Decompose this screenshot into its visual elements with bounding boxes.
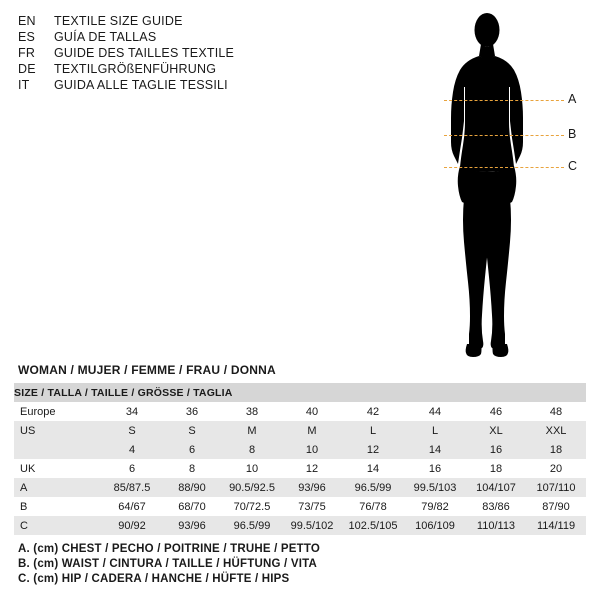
table-cell: 14 [404,440,466,459]
table-cell: 107/110 [526,478,586,497]
table-row [14,402,586,421]
table-row [14,497,586,516]
table-cell: M [282,421,342,440]
table-cell: 104/107 [466,478,526,497]
table-cell: 99.5/103 [404,478,466,497]
table-cell: 93/96 [282,478,342,497]
table-row [14,440,586,459]
row-label: A [14,478,102,497]
language-code: FR [18,46,36,60]
table-cell: 87/90 [526,497,586,516]
row-label: US [14,421,102,440]
table-cell: 6 [102,459,162,478]
table-cell: 110/113 [466,516,526,535]
table-cell: 40 [282,402,342,421]
table-cell: XXL [526,421,586,440]
measure-label-a: A [568,92,577,106]
language-code: ES [18,30,36,44]
language-text: TEXTILE SIZE GUIDE [54,14,183,28]
table-cell: 38 [222,402,282,421]
language-text: GUÍA DE TALLAS [54,30,157,44]
legend-row-b: B. (cm) WAIST / CINTURA / TAILLE / HÜFTUNG / VITA [18,558,317,570]
language-text: TEXTILGRÖßENFÜHRUNG [54,62,217,76]
table-cell: 96.5/99 [222,516,282,535]
measure-line-a [444,100,564,101]
table-cell: 102.5/105 [342,516,404,535]
table-cell: 16 [466,440,526,459]
table-cell: S [102,421,162,440]
table-cell: 85/87.5 [102,478,162,497]
table-cell: 70/72.5 [222,497,282,516]
table-cell: 64/67 [102,497,162,516]
body-measurement-figure [400,0,600,375]
language-code: IT [18,78,30,92]
row-label: C [14,516,102,535]
measure-label-b: B [568,127,577,141]
language-code: DE [18,62,36,76]
table-cell: 8 [222,440,282,459]
table-cell: 42 [342,402,404,421]
measure-line-b [444,135,564,136]
female-silhouette-icon [422,6,552,366]
table-cell: 8 [162,459,222,478]
table-cell: 90/92 [102,516,162,535]
language-text: GUIDE DES TAILLES TEXTILE [54,46,235,60]
table-cell: 73/75 [282,497,342,516]
table-cell: 6 [162,440,222,459]
table-cell: 93/96 [162,516,222,535]
table-cell: L [342,421,404,440]
table-header-row [14,383,586,402]
table-cell: 12 [342,440,404,459]
table-cell: 12 [282,459,342,478]
table-row [14,421,586,440]
table-cell: 34 [102,402,162,421]
language-row [18,14,318,28]
row-label: Europe [14,402,102,421]
table-cell: 114/119 [526,516,586,535]
table-cell: 20 [526,459,586,478]
section-title: WOMAN / MUJER / FEMME / FRAU / DONNA [18,363,276,377]
table-row [14,459,586,478]
table-cell: 18 [466,459,526,478]
table-cell: 79/82 [404,497,466,516]
table-cell: L [404,421,466,440]
table-cell: 88/90 [162,478,222,497]
table-cell: 90.5/92.5 [222,478,282,497]
table-cell: 48 [526,402,586,421]
table-cell: 46 [466,402,526,421]
measure-line-c [444,167,564,168]
table-cell: S [162,421,222,440]
table-cell: 44 [404,402,466,421]
language-text: GUIDA ALLE TAGLIE TESSILI [54,78,228,92]
language-row [18,30,318,44]
measurement-legend [18,543,578,588]
table-cell: 18 [526,440,586,459]
table-cell: XL [466,421,526,440]
row-label: B [14,497,102,516]
legend-row-c: C. (cm) HIP / CADERA / HANCHE / HÜFTE / HIPS [18,573,290,585]
table-cell: 99.5/102 [282,516,342,535]
table-cell: 14 [342,459,404,478]
table-cell: 106/109 [404,516,466,535]
row-label [14,440,102,459]
language-row [18,46,318,60]
language-list [18,14,318,94]
table-cell: 16 [404,459,466,478]
table-cell: 83/86 [466,497,526,516]
legend-row-a: A. (cm) CHEST / PECHO / POITRINE / TRUHE / PETTO [18,543,321,555]
table-row [14,516,586,535]
table-cell: M [222,421,282,440]
table-cell: 76/78 [342,497,404,516]
table-header-label: SIZE / TALLA / TAILLE / GRÖSSE / TAGLIA [14,383,586,402]
measure-label-c: C [568,159,578,173]
table-cell: 10 [222,459,282,478]
language-row [18,78,318,92]
table-cell: 4 [102,440,162,459]
table-row [14,478,586,497]
size-table [14,383,586,535]
language-row [18,62,318,76]
table-cell: 10 [282,440,342,459]
row-label: UK [14,459,102,478]
language-code: EN [18,14,36,28]
table-cell: 68/70 [162,497,222,516]
table-cell: 96.5/99 [342,478,404,497]
table-cell: 36 [162,402,222,421]
